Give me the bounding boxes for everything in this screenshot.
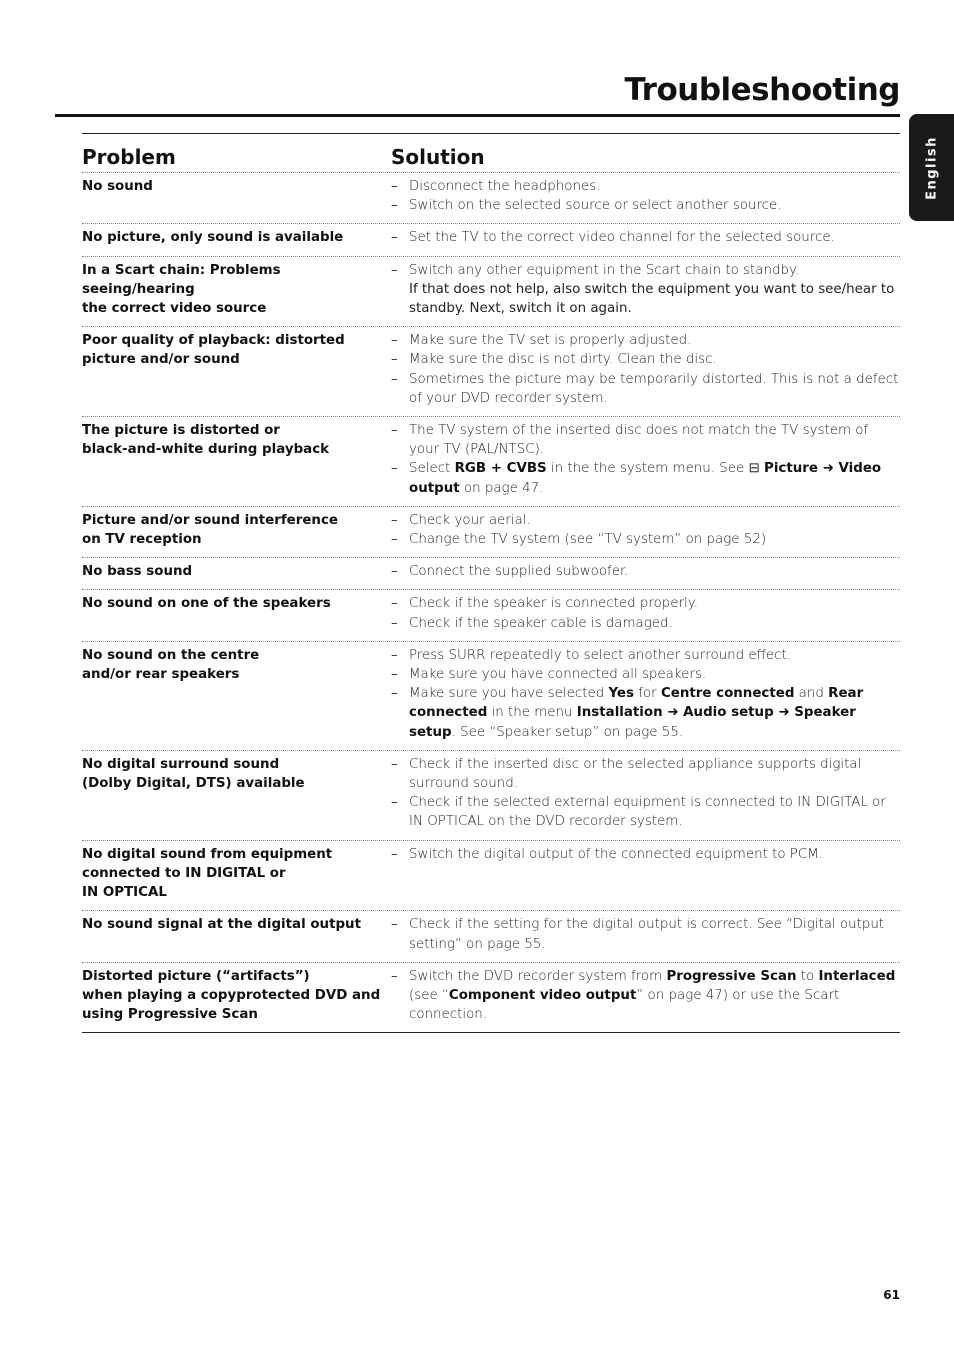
table-row (82, 642, 900, 751)
text-segment: The TV system of the inserted disc does not match the TV system of your TV (PAL/NTSC). (409, 423, 869, 458)
bullet-dash: – (391, 756, 398, 772)
bold-term: RGB + CVBS (454, 461, 547, 477)
solution-item (391, 331, 900, 350)
problem-cell: Poor quality of playback: distorted picture and/or sound (82, 333, 345, 368)
picture-menu-icon: ⊟ (748, 461, 765, 477)
bold-term: Yes (608, 686, 634, 702)
solution-text (409, 530, 900, 549)
bullet-dash: – (391, 333, 398, 349)
text-segment: Sometimes the picture may be temporarily distorted. This is not a defect of your DVD recorder system. (409, 371, 899, 406)
solution-item (391, 614, 900, 633)
text-segment: Select (409, 461, 455, 477)
bullet-dash: – (391, 352, 398, 368)
bullet-dash: – (391, 532, 398, 548)
text-segment: on page 47. (459, 480, 544, 496)
bullet-dash: – (391, 795, 398, 811)
text-segment: in the the system menu. See (546, 461, 749, 477)
solution-text (409, 665, 900, 684)
problem-cell: No digital sound from equipment connected to IN DIGITAL or IN OPTICAL (82, 846, 333, 901)
bullet-dash: – (391, 564, 398, 580)
solution-text (409, 967, 900, 1025)
solution-cell (391, 646, 900, 742)
solution-item (391, 684, 900, 742)
bold-term: Interlaced (818, 968, 896, 984)
solution-text (409, 228, 900, 247)
text-segment: Make sure the disc is not dirty. Clean the disc. (409, 352, 717, 368)
table-row (82, 751, 900, 841)
table-row (82, 590, 900, 641)
bullet-dash: – (391, 667, 398, 683)
text-segment: Switch the DVD recorder system from (409, 968, 667, 984)
solution-cell (391, 511, 900, 549)
solution-item (391, 228, 900, 247)
solution-text (409, 370, 900, 408)
solution-item (391, 967, 900, 1025)
solution-item (391, 562, 900, 581)
table-row (82, 911, 900, 962)
text-segment: Check your aerial. (409, 512, 531, 528)
text-segment: Set the TV to the correct video channel for the selected source. (409, 230, 835, 246)
solution-item (391, 459, 900, 497)
table-row (82, 558, 900, 590)
text-segment: Switch the digital output of the connected equipment to PCM. (409, 846, 824, 862)
solution-cell (391, 421, 900, 498)
text-segment: in the menu (487, 705, 577, 721)
bullet-dash: – (391, 686, 398, 702)
bullet-dash: – (391, 262, 398, 278)
solution-item (391, 793, 900, 831)
bullet-dash: – (391, 968, 398, 984)
bullet-dash: – (391, 371, 398, 387)
table-row (82, 507, 900, 558)
problem-cell: No sound on one of the speakers (82, 596, 331, 612)
solution-cell (391, 261, 900, 319)
bullet-dash: – (391, 461, 398, 477)
text-segment: (see “ (409, 987, 449, 1003)
solution-text (409, 331, 900, 350)
solution-text (409, 684, 900, 742)
text-segment: Check if the speaker is connected properly. (409, 596, 699, 612)
problem-cell: The picture is distorted or black-and-white during playback (82, 423, 330, 458)
bold-term: Component video output (448, 987, 637, 1003)
solution-cell (391, 845, 900, 903)
bullet-dash: – (391, 423, 398, 439)
bullet-dash: – (391, 198, 398, 214)
solution-item (391, 511, 900, 530)
table-row (82, 224, 900, 256)
bullet-dash: – (391, 615, 398, 631)
solution-text (409, 459, 900, 497)
solution-cell (391, 594, 900, 632)
solution-cell (391, 331, 900, 408)
text-segment: and (794, 686, 829, 702)
table-row (82, 841, 900, 912)
solution-cell (391, 562, 900, 581)
text-segment: ” on page 47) or use the Scart connection. (409, 987, 840, 1023)
solution-item (391, 665, 900, 684)
solution-item (391, 646, 900, 665)
solution-text (409, 915, 900, 953)
bullet-dash: – (391, 179, 398, 194)
solution-cell (391, 177, 900, 215)
table-header (82, 134, 900, 173)
bold-term: Rear connected (409, 686, 864, 721)
text-segment: Check if the setting for the digital output is correct. See “Digital output setting” on page 55. (409, 917, 885, 952)
title-rule (55, 114, 900, 117)
table-row (82, 963, 900, 1033)
solution-item (391, 421, 900, 459)
table-row (82, 257, 900, 328)
text-segment: Switch any other equipment in the Scart chain to standby. (409, 262, 800, 278)
text-segment: Change the TV system (see “TV system” on page 52) (409, 532, 767, 548)
problem-cell: No picture, only sound is available (82, 230, 344, 246)
bold-term: Progressive Scan (666, 968, 797, 984)
solution-text (409, 793, 900, 831)
solution-column-header: Solution (391, 145, 485, 169)
problem-cell: No bass sound (82, 564, 193, 580)
solution-cell (391, 915, 900, 953)
solution-item (391, 261, 900, 280)
solution-text (409, 594, 900, 613)
text-segment: Connect the supplied subwoofer. (409, 564, 629, 580)
text-segment: Press SURR repeatedly to select another surround effect. (409, 647, 791, 663)
problem-cell: Distorted picture (“artifacts”) when playing a copyprotected DVD and using Progressive Scan (82, 968, 381, 1023)
table-row (82, 327, 900, 417)
text-segment: Make sure you have connected all speakers. (409, 667, 707, 683)
solution-text (409, 845, 900, 864)
solution-cell (391, 967, 900, 1025)
solution-item (391, 845, 900, 864)
text-segment: Check if the inserted disc or the selected appliance supports digital surround sound. (409, 756, 862, 792)
solution-text (409, 421, 900, 459)
solution-text (409, 755, 900, 793)
solution-item (391, 594, 900, 613)
solution-cell (391, 228, 900, 247)
table-body (82, 173, 900, 1032)
problem-cell: No sound (82, 179, 153, 194)
language-tab-label: English (924, 135, 939, 200)
page-number: 61 (883, 1288, 900, 1302)
bold-term: Centre connected (660, 686, 795, 702)
language-tab (909, 114, 954, 221)
text-segment: Check if the selected external equipment is connected to IN DIGITAL or IN OPTICAL on the DVD recorder system. (409, 795, 886, 830)
solution-text (409, 177, 900, 196)
text-segment: Switch on the selected source or select another source. (409, 198, 782, 214)
solution-item (391, 280, 900, 318)
solution-text (409, 261, 900, 280)
text-segment: . See “Speaker setup” on page 55. (451, 724, 684, 740)
solution-item (391, 350, 900, 369)
text-segment: Disconnect the headphones. (409, 179, 601, 194)
problem-cell: In a Scart chain: Problems seeing/hearing the correct video source (82, 262, 281, 317)
problem-column-header: Problem (82, 145, 176, 169)
bullet-dash: – (391, 917, 398, 933)
solution-item (391, 177, 900, 196)
solution-item (391, 755, 900, 793)
troubleshooting-table (82, 133, 900, 1033)
bullet-dash: – (391, 647, 398, 663)
bullet-dash: – (391, 596, 398, 612)
problem-cell: No sound on the centre and/or rear speakers (82, 647, 260, 683)
text-segment: Make sure you have selected (409, 686, 609, 702)
table-row (82, 417, 900, 507)
bold-term: Picture ➜ Video output (409, 461, 882, 496)
bullet-dash: – (391, 512, 398, 528)
bullet-dash: – (391, 230, 398, 246)
solution-text (409, 511, 900, 530)
solution-cell (391, 755, 900, 832)
solution-text (409, 646, 900, 665)
solution-text (409, 614, 900, 633)
table-row (82, 173, 900, 224)
solution-text (409, 350, 900, 369)
solution-item (391, 530, 900, 549)
bullet-dash: – (391, 846, 398, 862)
problem-cell: No digital surround sound (Dolby Digital, DTS) available (82, 756, 305, 792)
solution-text (409, 562, 900, 581)
text-segment: If that does not help, also switch the equipment you want to see/hear to standby. Next, switch it on again. (409, 281, 895, 317)
solution-item (391, 196, 900, 215)
problem-cell: Picture and/or sound interference on TV reception (82, 512, 338, 548)
text-segment: for (634, 686, 661, 702)
solution-text (409, 196, 900, 215)
problem-cell: No sound signal at the digital output (82, 917, 361, 933)
text-segment: to (796, 968, 819, 984)
page-title: Troubleshooting (624, 72, 900, 108)
solution-item (391, 370, 900, 408)
text-segment: Check if the speaker cable is damaged. (409, 615, 673, 631)
bold-term: Installation ➜ Audio setup ➜ Speaker setup (409, 705, 856, 740)
text-segment: Make sure the TV set is properly adjusted. (409, 333, 692, 349)
solution-item (391, 915, 900, 953)
